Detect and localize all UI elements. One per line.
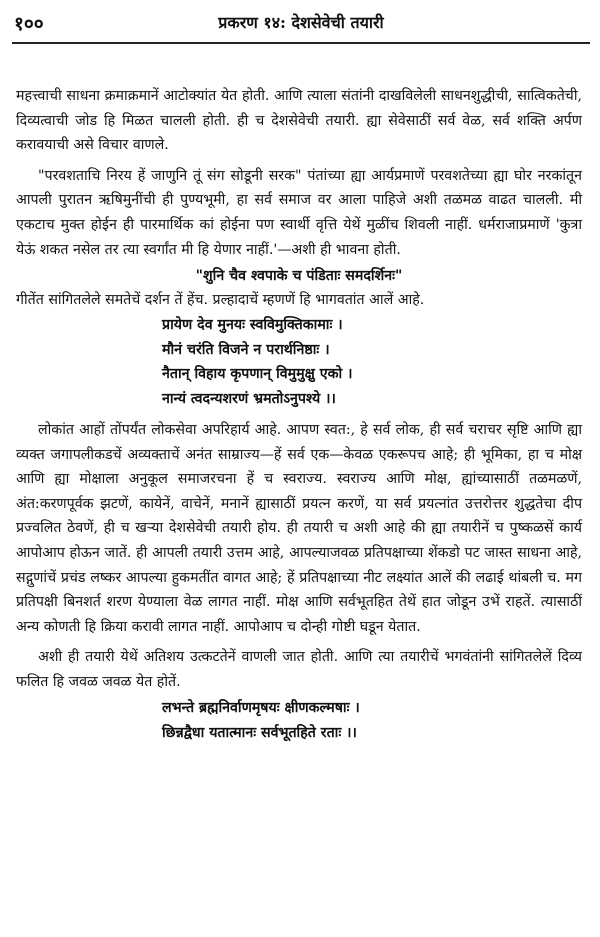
page-body — [16, 84, 582, 746]
paragraph-5: अशी ही तयारी येथें अतिशय उत्कटतेनें वाणली जात होती. आणि त्या तयारीचें भगवंतांनी सांगितलेलें दिव्य फलित हि जवळ जवळ येत होतें. — [16, 649, 582, 690]
verse-line: लभन्ते ब्रह्मनिर्वाणमृषयः क्षीणकल्मषाः । — [162, 700, 360, 717]
running-title: प्रकरण १४: देशसेवेची तयारी — [218, 13, 384, 32]
paragraph-3: गीतेंत सांगितलेले समतेचें दर्शन तें हेंच. प्रल्हादाचें म्हणणें हि भागवतांत आलें आहे. — [16, 292, 425, 309]
paragraph-4: लोकांत आहों तोंपर्यंत लोकसेवा अपरिहार्य आहे. आपण स्वत:, हे सर्व लोक, ही सर्व चराचर सृष्टि आणि ह्या व्यक्त जगापलीकडचें अव्यक्ताचें अनंत साम्राज्य—हें सर्व एक—केवळ एकरूपच आहे; ही भूमिका, हा च मोक्ष आणि ह्या मोक्षाला अनुकूल समाजरचना हें च स्वराज्य. स्वराज्य आणि मोक्ष, ह्यांच्यासाठीं तळमळणें, अंत:करणपूर्वक झटणें, कायेनें, वाचेनें, मनानें ह्यासाठीं प्रयत्न करणें, या सर्व प्रयत्नांत उत्तरोत्तर शुद्धतेचा दीप प्रज्वलित ठेवणें, ही च खऱ्या देशसेवेची तयारी होय. ही तयारी च अशी आहे की ह्या तयारीनें च पुष्कळसें कार्य आपोआप होऊन जातें. ही आपली तयारी उत्तम आहे, आपल्याजवळ प्रतिपक्षाच्या शेंकडो पट जास्त साधना आहे, सद्गुणांचें प्रचंड लष्कर आपल्या हुकमतींत वागत आहे; हें प्रतिपक्षाच्या नीट लक्ष्यांत आलें की लढाई थांबली च. मग प्रतिपक्षी बिनशर्त शरण येण्याला वेळ लागत नाहीं. मोक्ष आणि सर्वभूतहित तेथें हात जोडून उभें राहतें. त्यासाठीं अन्य कोणती हि क्रिया करावी लागत नाहीं. आपोआप च दोन्ही गोष्टी घडून येतात. — [16, 421, 582, 635]
verse-line: नैतान् विहाय कृपणान् विमुमुक्षु एको । — [162, 366, 353, 383]
verse-line: प्रायेण देव मुनयः स्वविमुक्तिकामाः । — [162, 316, 343, 333]
gita-quote: "शुनि चैव श्वपाके च पंडिताः समदर्शिनः" — [195, 268, 403, 285]
page-number: १०० — [14, 13, 44, 35]
page-header — [12, 8, 590, 44]
paragraph-2: "परवशताचि निरय हें जाणुनि तूं संग सोडूनी सरक" पंतांच्या ह्या आर्यप्रमाणें परवशतेच्या ह्या घोर नरकांतून आपली पुरातन ऋषिमुनींची ही पुण्यभूमी, हा सर्व समाज वर आला पाहिजे अशी तळमळ वाढत चालली. मी एकटाच मुक्त होईन ही पारमार्थिक कां होईना पण स्वार्थी वृत्ति येथें मुळींच शिवली नाहीं. धर्मराजाप्रमाणें 'कुत्रा येऊं शकत नसेल तर त्या स्वर्गांत मी हि येणार नाहीं.'—अशी ही भावना होती. — [16, 167, 582, 258]
prahlad-verse — [162, 313, 582, 412]
final-verse — [162, 696, 582, 745]
paragraph-1: महत्त्वाची साधना क्रमाक्रमानें आटोक्यांत येत होती. आणि त्याला संतांनी दाखविलेली साधनशुद्धीची, सात्विकतेची, दिव्यत्वाची जोड हि मिळत चालली होती. ही च देशसेवेची तयारी. ह्या सेवेसाठीं सर्व वेळ, सर्व शक्ति अर्पण करावयाची असे विचार वाणले. — [16, 88, 582, 154]
verse-line: छिन्नद्वैधा यतात्मानः सर्वभूतहिते रताः ।। — [162, 725, 357, 742]
verse-line: नान्यं त्वदन्यशरणं भ्रमतोऽनुपश्ये ।। — [162, 391, 336, 408]
verse-line: मौनं चरंति विजने न परार्थनिष्ठाः । — [162, 341, 330, 358]
